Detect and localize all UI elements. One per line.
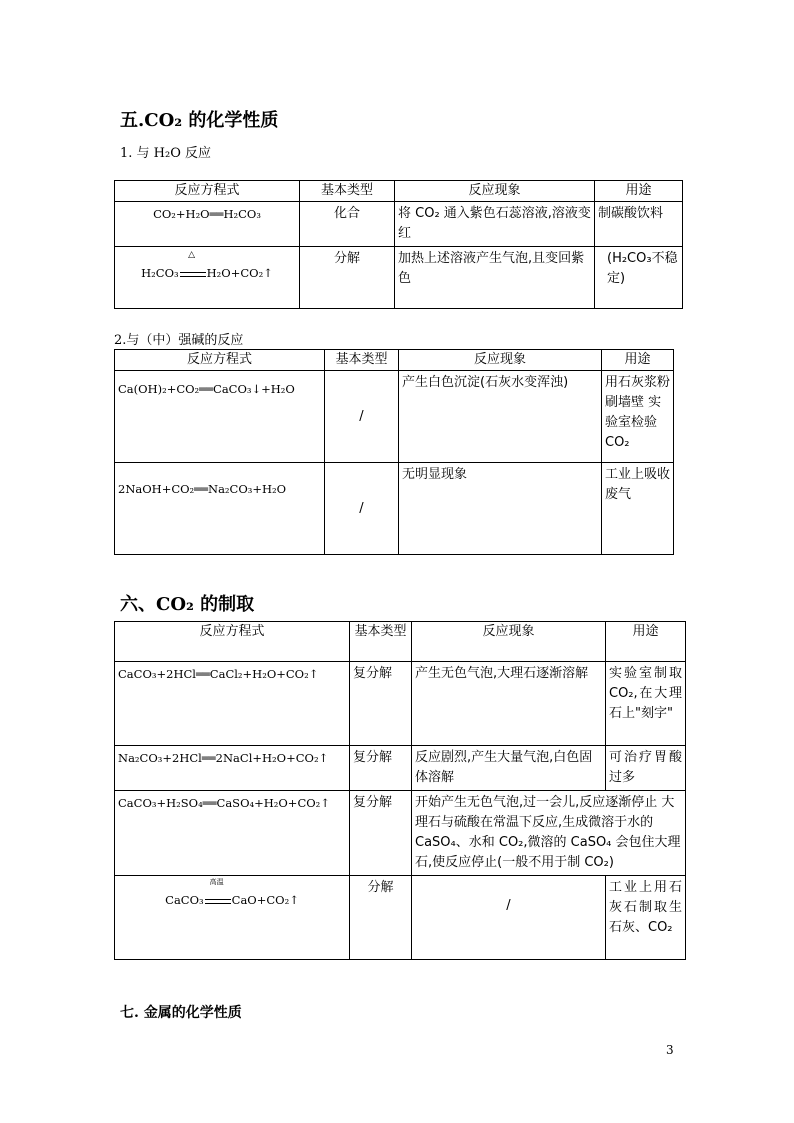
table-row	[115, 247, 683, 309]
phenomenon-cell: 无明显现象	[399, 463, 602, 555]
use-cell: 工业上吸收废气	[602, 463, 674, 555]
equation-cell: Ca(OH)₂+CO₂══CaCO₃↓+H₂O	[115, 371, 325, 463]
table-row	[115, 791, 686, 876]
header-type: 基本类型	[325, 350, 399, 371]
header-use: 用途	[595, 181, 683, 202]
table-row	[115, 876, 686, 960]
condition-label: △	[188, 250, 196, 260]
header-equation: 反应方程式	[115, 622, 350, 662]
use-cell: (H₂CO₃不稳定)	[595, 247, 683, 309]
header-equation: 反应方程式	[115, 181, 300, 202]
section5-sub2: 2.与（中）强碱的反应	[114, 333, 244, 348]
table-h2o-reaction	[114, 180, 683, 309]
equals-sign-icon	[205, 899, 231, 904]
header-phenomenon: 反应现象	[399, 350, 602, 371]
table-co2-preparation	[114, 621, 686, 960]
reaction-condition	[204, 878, 232, 910]
type-cell: /	[325, 463, 399, 555]
table-header-row	[115, 622, 686, 662]
table-header-row	[115, 350, 674, 371]
use-cell: 制碳酸饮料	[595, 202, 683, 247]
table-row	[115, 463, 674, 555]
equation-right: H₂O+CO₂↑	[206, 266, 273, 280]
equation-cell	[115, 247, 300, 309]
equation-cell: CO₂+H₂O══H₂CO₃	[115, 202, 300, 247]
equation-cell: Na₂CO₃+2HCl══2NaCl+H₂O+CO₂↑	[115, 746, 350, 791]
use-cell: 可治疗胃酸过多	[606, 746, 686, 791]
section6-title: 六、CO₂ 的制取	[120, 594, 255, 615]
type-cell: /	[325, 371, 399, 463]
equation-cell	[115, 876, 350, 960]
table-base-reaction	[114, 349, 674, 555]
use-cell: 实验室制取 CO₂,在大理石上"刻字"	[606, 662, 686, 746]
equation-cell: CaCO₃+H₂SO₄══CaSO₄+H₂O+CO₂↑	[115, 791, 350, 876]
header-phenomenon: 反应现象	[395, 181, 595, 202]
phenomenon-cell: /	[412, 876, 606, 960]
equation-left: H₂CO₃	[141, 266, 179, 280]
phenomenon-cell: 产生白色沉淀(石灰水变浑浊)	[399, 371, 602, 463]
equals-sign-icon	[180, 272, 206, 277]
phenomenon-cell: 将 CO₂ 通入紫色石蕊溶液,溶液变红	[395, 202, 595, 247]
equation-right: CaO+CO₂↑	[231, 893, 299, 907]
reaction-condition	[179, 250, 207, 283]
phenomenon-cell: 加热上述溶液产生气泡,且变回紫色	[395, 247, 595, 309]
section5-title: 五.CO₂ 的化学性质	[120, 110, 279, 131]
phenomenon-cell: 反应剧烈,产生大量气泡,白色固体溶解	[412, 746, 606, 791]
table-row	[115, 371, 674, 463]
header-type: 基本类型	[300, 181, 395, 202]
section5-sub1: 1. 与 H₂O 反应	[120, 146, 212, 161]
header-use: 用途	[606, 622, 686, 662]
type-cell: 化合	[300, 202, 395, 247]
page-number: 3	[666, 1043, 674, 1057]
section7-title: 七. 金属的化学性质	[120, 1005, 242, 1021]
equation-cell: CaCO₃+2HCl══CaCl₂+H₂O+CO₂↑	[115, 662, 350, 746]
header-type: 基本类型	[350, 622, 412, 662]
type-cell: 分解	[350, 876, 412, 960]
equation-left: CaCO₃	[165, 893, 204, 907]
type-cell: 复分解	[350, 791, 412, 876]
type-cell: 复分解	[350, 746, 412, 791]
table-header-row	[115, 181, 683, 202]
header-use: 用途	[602, 350, 674, 371]
equation-cell: 2NaOH+CO₂══Na₂CO₃+H₂O	[115, 463, 325, 555]
header-phenomenon: 反应现象	[412, 622, 606, 662]
table-row	[115, 202, 683, 247]
phenomenon-cell: 开始产生无色气泡,过一会儿,反应逐渐停止 大理石与硫酸在常温下反应,生成微溶于水的 CaSO₄、水和 CO₂,微溶的 CaSO₄ 会包住大理石,使反应停止(一般不用于制 CO₂)	[412, 791, 686, 876]
table-row	[115, 746, 686, 791]
phenomenon-cell: 产生无色气泡,大理石逐渐溶解	[412, 662, 606, 746]
table-row	[115, 662, 686, 746]
condition-label: 高温	[209, 878, 224, 886]
use-cell: 用石灰浆粉刷墙壁 实验室检验 CO₂	[602, 371, 674, 463]
header-equation: 反应方程式	[115, 350, 325, 371]
use-cell: 工业上用石灰石制取生石灰、CO₂	[606, 876, 686, 960]
type-cell: 分解	[300, 247, 395, 309]
type-cell: 复分解	[350, 662, 412, 746]
